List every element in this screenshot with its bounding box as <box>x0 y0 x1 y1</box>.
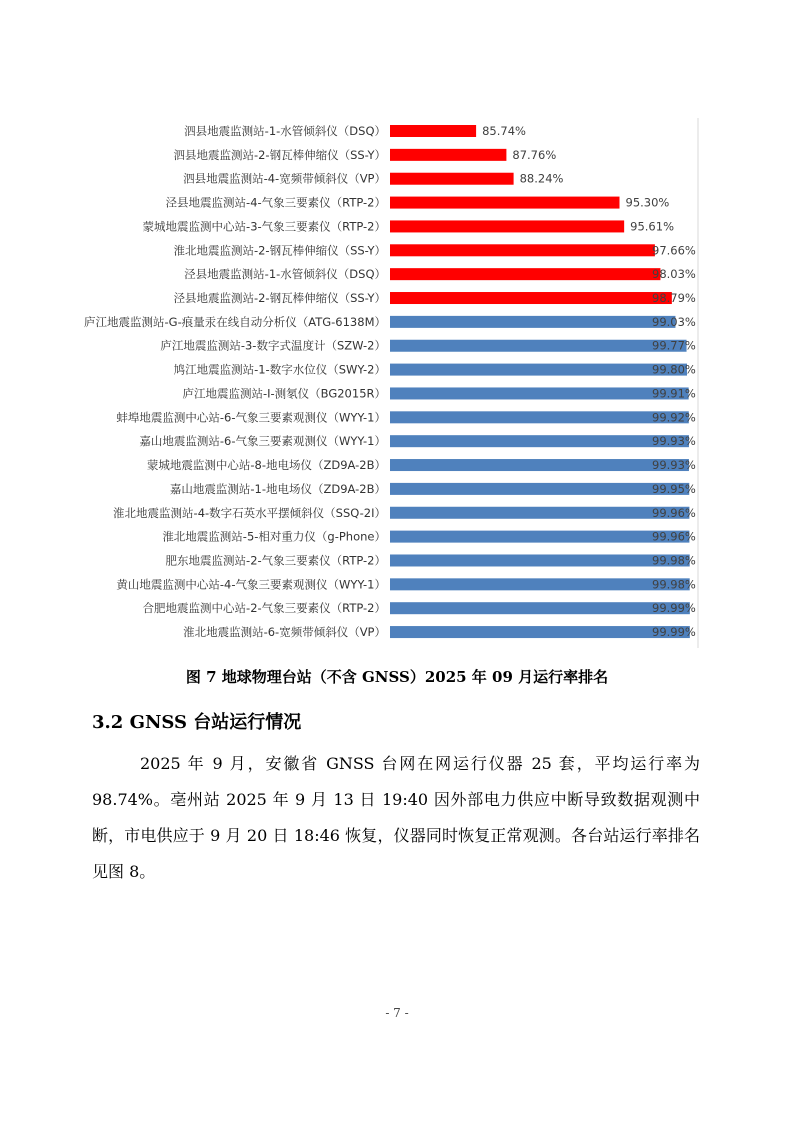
page-number: - 7 - <box>385 1006 409 1020</box>
category-label: 合肥地震监测中心站-2-气象三要素仪（RTP-2） <box>142 601 386 616</box>
data-label: 99.03% <box>652 314 696 329</box>
category-label: 黄山地震监测中心站-4-气象三要素观测仪（WYY-1） <box>116 577 386 592</box>
bar <box>390 411 689 423</box>
bar <box>390 244 655 256</box>
category-label: 淮北地震监测站-4-数字石英水平摆倾斜仪（SSQ-2I） <box>113 505 386 520</box>
bar <box>390 507 689 519</box>
bar <box>390 626 690 638</box>
bar <box>390 316 675 328</box>
category-label: 泾县地震监测站-2-钢瓦棒伸缩仪（SS-Y） <box>173 291 386 306</box>
data-label: 99.96% <box>652 529 696 544</box>
category-label: 嘉山地震监测站-1-地电场仪（ZD9A-2B） <box>169 481 386 496</box>
bar <box>390 554 690 566</box>
bar <box>390 149 506 161</box>
bar <box>390 602 690 614</box>
bar <box>390 578 690 590</box>
data-label: 98.03% <box>652 267 696 282</box>
data-label: 99.93% <box>652 458 696 473</box>
body-paragraph: 2025 年 9 月，安徽省 GNSS 台网在网运行仪器 25 套，平均运行率为 98.74%。亳州站 2025 年 9 月 13 日 19:40 因外部电力供应中断导致数据观测中断，市电供应于 9 月 20 日 18:46 恢复，仪器同时恢复正常观测。各台站运行率排名见图 8。 <box>92 754 700 881</box>
data-label: 99.99% <box>652 625 696 640</box>
category-label: 泗县地震监测站-4-宽频带倾斜仪（VP） <box>183 171 386 186</box>
section-heading: 3.2 GNSS 台站运行情况 <box>92 712 302 733</box>
bar <box>390 292 672 304</box>
bar <box>390 531 689 543</box>
category-label: 淮北地震监测站-6-宽频带倾斜仪（VP） <box>183 625 386 640</box>
bar <box>390 340 687 352</box>
data-label: 99.77% <box>652 338 696 353</box>
data-label: 99.98% <box>652 577 696 592</box>
bar <box>390 173 514 185</box>
bar <box>390 364 687 376</box>
data-label: 99.80% <box>652 362 696 377</box>
bar <box>390 268 660 280</box>
data-label: 99.95% <box>652 481 696 496</box>
bar <box>390 220 624 232</box>
data-label: 99.99% <box>652 601 696 616</box>
bar <box>390 387 689 399</box>
bar <box>390 459 689 471</box>
category-label: 庐江地震监测站-3-数字式温度计（SZW-2） <box>160 338 386 353</box>
category-labels <box>84 124 386 639</box>
data-label: 99.91% <box>652 386 696 401</box>
category-label: 淮北地震监测站-5-相对重力仪（g-Phone） <box>162 529 386 544</box>
bar <box>390 483 689 495</box>
data-label: 88.24% <box>519 171 564 186</box>
category-label: 淮北地震监测站-2-钢瓦棒伸缩仪（SS-Y） <box>173 243 386 258</box>
figure-caption: 图 7 地球物理台站（不含 GNSS）2025 年 09 月运行率排名 <box>185 668 609 686</box>
bar <box>390 435 689 447</box>
data-label: 99.93% <box>652 434 696 449</box>
data-label: 87.76% <box>512 147 557 162</box>
bar <box>390 197 620 209</box>
category-label: 泗县地震监测站-1-水管倾斜仪（DSQ） <box>184 124 386 138</box>
bar <box>390 125 476 137</box>
category-label: 泾县地震监测站-4-气象三要素仪（RTP-2） <box>165 195 386 210</box>
data-label: 98.79% <box>652 291 696 306</box>
category-label: 庐江地震监测站-I-测氡仪（BG2015R） <box>182 386 386 401</box>
category-label: 嘉山地震监测站-6-气象三要素观测仪（WYY-1） <box>139 434 386 449</box>
category-label: 鸠江地震监测站-1-数字水位仪（SWY-2） <box>173 362 386 377</box>
category-label: 蚌埠地震监测中心站-6-气象三要素观测仪（WYY-1） <box>116 410 386 425</box>
data-label: 95.61% <box>630 219 675 234</box>
data-label: 97.66% <box>652 243 696 258</box>
data-label: 99.98% <box>652 553 696 568</box>
category-label: 庐江地震监测站-G-痕量汞在线自动分析仪（ATG-6138M） <box>84 314 386 329</box>
data-label: 95.30% <box>625 195 670 210</box>
data-label: 85.74% <box>482 124 526 138</box>
category-label: 蒙城地震监测中心站-8-地电场仪（ZD9A-2B） <box>146 458 386 473</box>
category-label: 泾县地震监测站-1-水管倾斜仪（DSQ） <box>184 267 386 282</box>
category-label: 蒙城地震监测中心站-3-气象三要素仪（RTP-2） <box>142 219 386 234</box>
data-label: 99.92% <box>652 410 696 425</box>
category-label: 泗县地震监测站-2-钢瓦棒伸缩仪（SS-Y） <box>173 147 386 162</box>
data-label: 99.96% <box>652 505 696 520</box>
category-label: 肥东地震监测站-2-气象三要素仪（RTP-2） <box>165 553 386 568</box>
